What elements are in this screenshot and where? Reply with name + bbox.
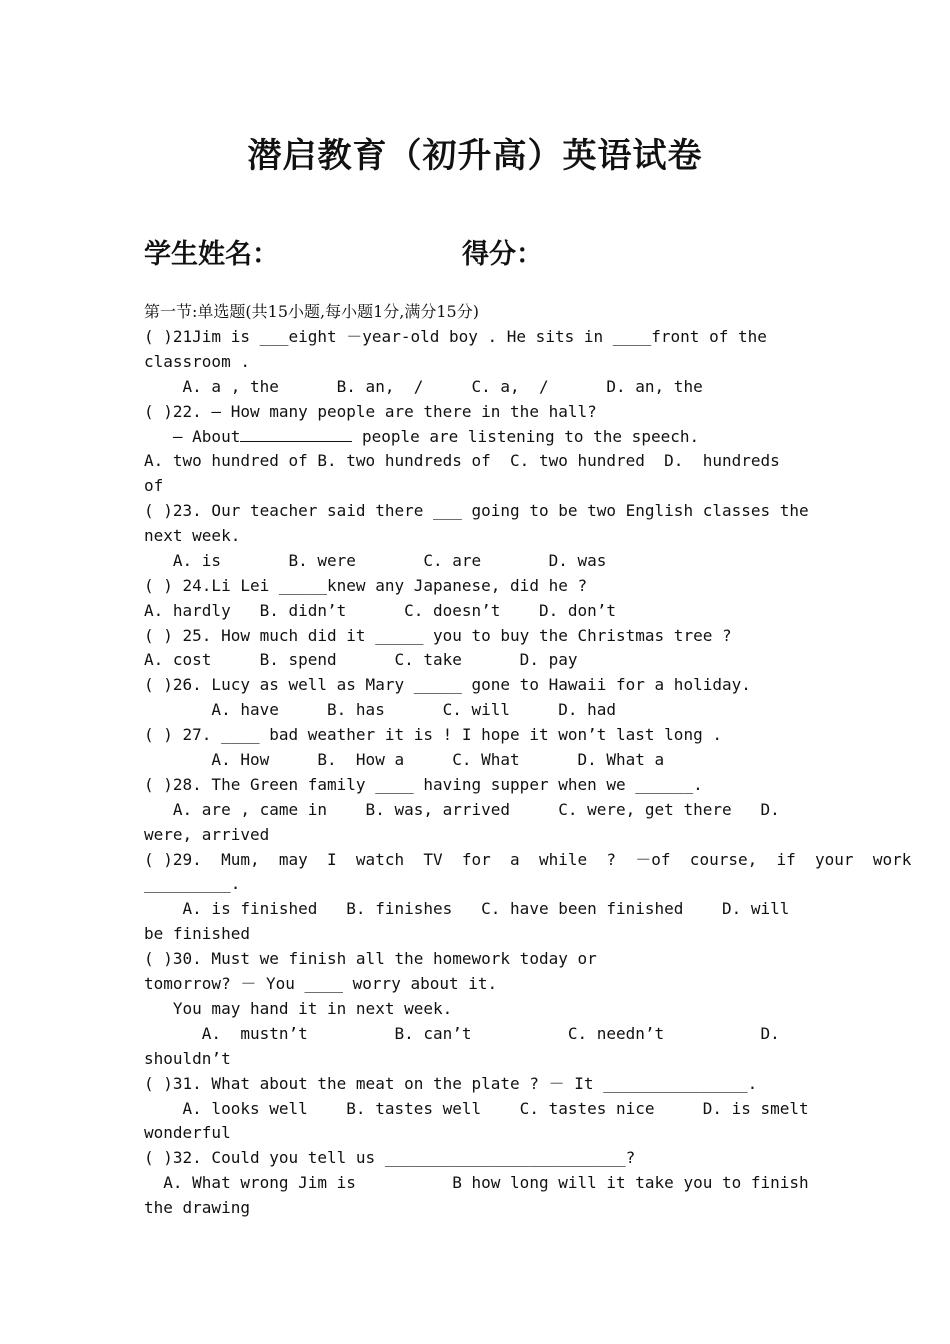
question-30-options: A. mustn’t B. can’t C. needn’t D. — [144, 1023, 780, 1043]
blank-underline — [240, 424, 352, 442]
question-28-options-cont: were, arrived — [144, 824, 270, 844]
score-label: 得分： — [462, 239, 543, 270]
question-32-stem: ( )32. Could you tell us _________________________? — [144, 1148, 636, 1168]
question-30-options-cont: shouldn’t — [144, 1048, 231, 1068]
question-22-options-cont: of — [144, 476, 164, 496]
question-22-prefix: — About — [144, 427, 241, 447]
question-22-stem: ( )22. — How many people are there in the hall? — [144, 401, 597, 421]
question-23-options: A. is B. were C. are D. was — [144, 550, 607, 570]
question-28-options: A. are , came in B. was, arrived C. were, get there D. — [144, 799, 780, 819]
exam-title: 潜启教育（初升高）英语试卷 — [247, 136, 703, 176]
question-21-options: A. a , the B. an, / C. a, / D. an, the — [144, 376, 703, 396]
question-31-options: A. looks well B. tastes well C. tastes nice D. is smelt — [144, 1098, 809, 1118]
question-22-options: A. two hundred of B. two hundreds of C. two hundred D. hundreds — [144, 451, 780, 471]
question-32-options: A. What wrong Jim is B how long will it take you to finish — [144, 1173, 809, 1193]
question-26-stem: ( )26. Lucy as well as Mary _____ gone to Hawaii for a holiday. — [144, 675, 751, 695]
question-29-stem-cont: _________. — [144, 874, 241, 894]
question-25-stem: ( ) 25. How much did it _____ you to buy the Christmas tree ? — [144, 625, 732, 645]
question-32-options-cont: the drawing — [144, 1198, 250, 1218]
question-section — [144, 300, 912, 1221]
question-22-answer-line — [144, 424, 808, 449]
question-25-options: A. cost B. spend C. take D. pay — [144, 650, 578, 670]
question-31-options-cont: wonderful — [144, 1123, 231, 1143]
question-28-stem: ( )28. The Green family ____ having supper when we ______. — [144, 774, 703, 794]
question-23-stem: ( )23. Our teacher said there ___ going to be two English classes the — [144, 501, 809, 521]
question-27-stem: ( ) 27. ____ bad weather it is ! I hope it won’t last long . — [144, 725, 722, 745]
question-24-options: A. hardly B. didn’t C. doesn’t D. don’t — [144, 600, 617, 620]
question-22-suffix: people are listening to the speech. — [352, 427, 700, 447]
question-21-stem: ( )21Jim is ___eight －year-old boy . He sits in ____front of the — [144, 326, 767, 346]
student-name-label: 学生姓名： — [144, 239, 279, 270]
question-21-stem-cont: classroom . — [144, 351, 250, 371]
student-info-bar — [144, 232, 543, 271]
question-30-stem-cont: tomorrow? － You ____ worry about it. — [144, 974, 498, 994]
question-30-stem-cont-2: You may hand it in next week. — [144, 998, 453, 1018]
question-29-stem: ( )29. Mum, may I watch TV for a while ? －of course, if your work — [144, 849, 912, 869]
question-30-stem: ( )30. Must we finish all the homework today or — [144, 949, 597, 969]
question-23-stem-cont: next week. — [144, 526, 241, 546]
question-29-options: A. is finished B. finishes C. have been finished D. will — [144, 899, 790, 919]
question-24-stem: ( ) 24.Li Lei _____knew any Japanese, did he ? — [144, 575, 588, 595]
section-heading: 第一节:单选题(共15小题,每小题1分,满分15分) — [144, 302, 479, 321]
question-31-stem: ( )31. What about the meat on the plate ? － It _______________. — [144, 1073, 758, 1093]
question-26-options: A. have B. has C. will D. had — [144, 700, 617, 720]
question-27-options: A. How B. How a C. What D. What a — [144, 750, 665, 770]
question-29-options-cont: be finished — [144, 924, 250, 944]
